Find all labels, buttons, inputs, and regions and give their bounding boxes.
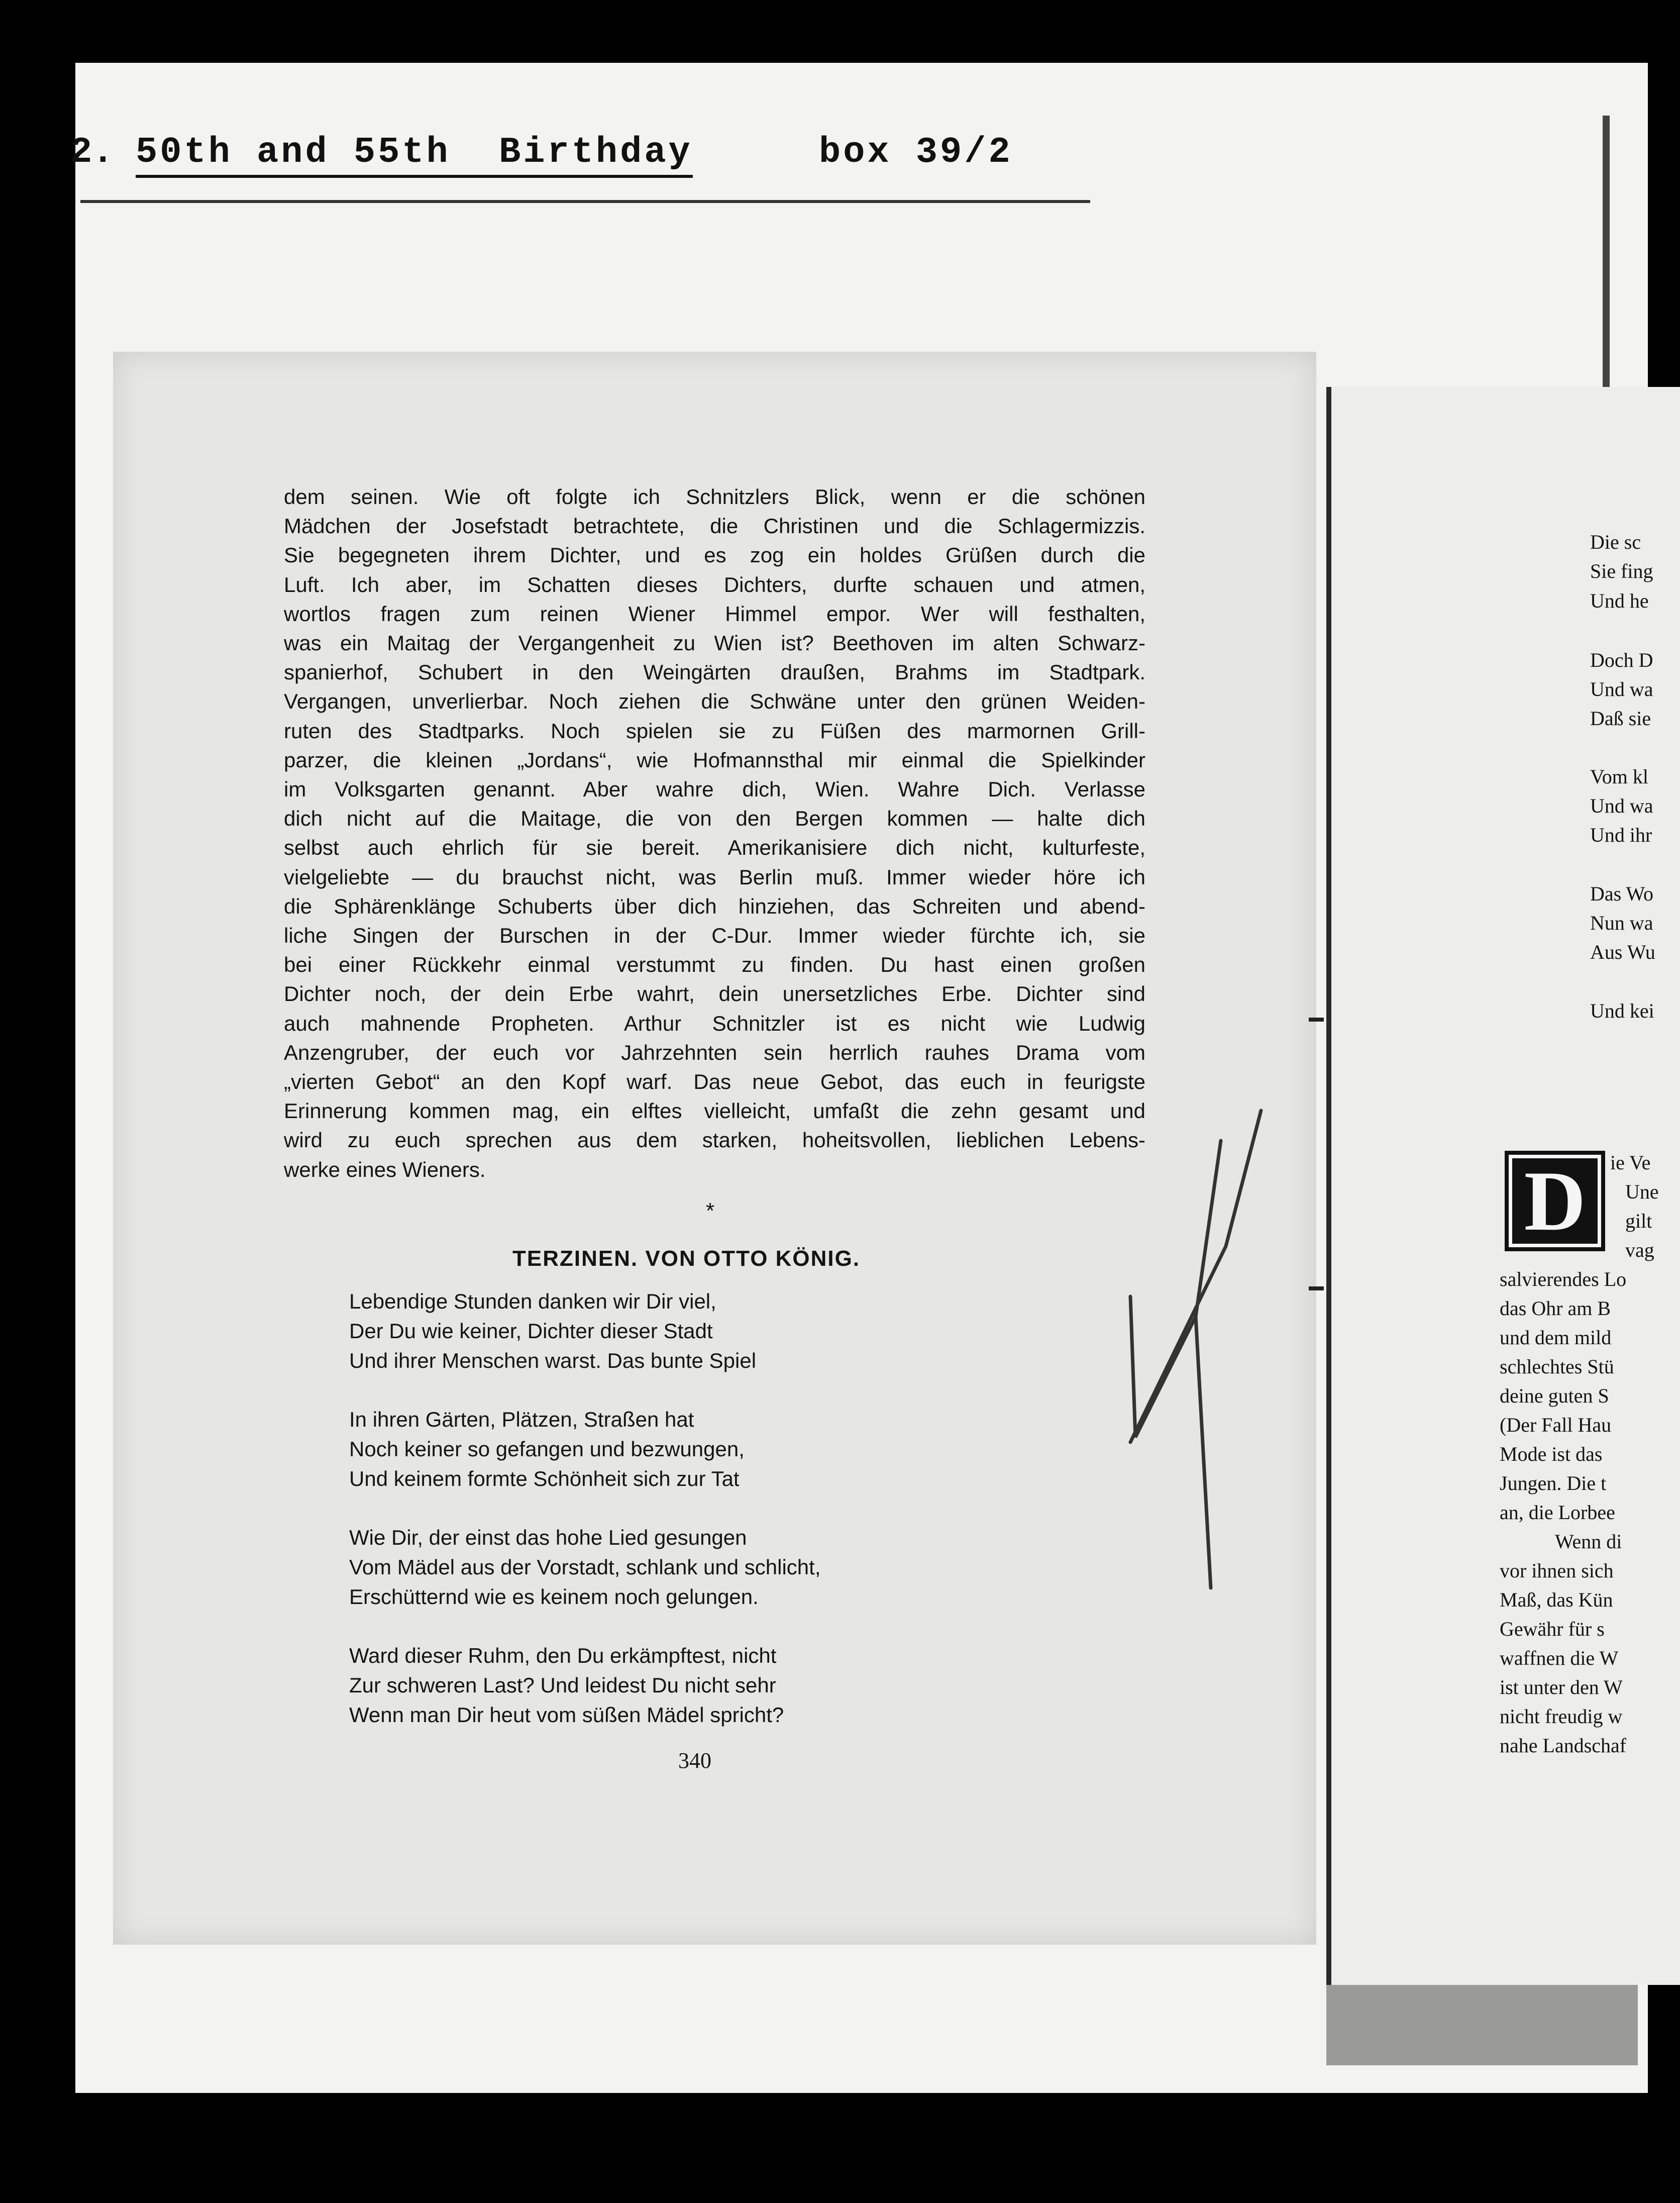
poem-line: Ward dieser Ruhm, den Du erkämpftest, nicht — [349, 1644, 777, 1667]
right-page-line: Und kei — [1590, 999, 1654, 1022]
section-separator: * — [706, 1198, 715, 1223]
poem-stanza — [349, 1286, 952, 1375]
prose-line: dich nicht auf die Maitage, die von den Bergen kommen — halte dich — [284, 807, 1145, 831]
prose-line: auch mahnende Propheten. Arthur Schnitzler ist es nicht wie Ludwig — [284, 1011, 1145, 1035]
prose-line: wird zu euch sprechen aus dem starken, hoheitsvollen, lieblichen Lebens- — [284, 1128, 1145, 1152]
header-prefix: 2. — [70, 132, 114, 173]
prose-line: ruten des Stadtparks. Noch spielen sie zu Füßen des marmornen Grill- — [284, 719, 1145, 743]
poem-stanza — [349, 1523, 952, 1612]
right-page-line: Das Wo — [1590, 882, 1654, 905]
poem-title: TERZINEN. VON OTTO KÖNIG. — [512, 1246, 861, 1271]
prose-line: Erinnerung kommen mag, ein elftes vielleicht, umfaßt die zehn gesamt und — [284, 1099, 1145, 1123]
right-page-line: Und wa — [1590, 678, 1653, 700]
prose-line: selbst auch ehrlich für sie bereit. Amerikanisiere dich nicht, kulturfeste, — [284, 836, 1145, 860]
poem-line: Noch keiner so gefangen und bezwungen, — [349, 1437, 745, 1461]
poem — [349, 1286, 952, 1759]
right-page-line: Maß, das Kün — [1500, 1588, 1613, 1611]
back-sheet-edge — [1603, 116, 1610, 387]
prose-line: dem seinen. Wie oft folgte ich Schnitzlers Blick, wenn er die schönen — [284, 485, 1145, 509]
poem-line: Wie Dir, der einst das hohe Lied gesungen — [349, 1526, 747, 1549]
right-page-line: Nun wa — [1590, 912, 1653, 934]
right-page-line: Une — [1625, 1180, 1659, 1203]
right-page-line: nahe Landschaf — [1500, 1734, 1627, 1757]
right-page-line: salvierendes Lo — [1500, 1268, 1627, 1290]
header-rule — [80, 200, 1090, 203]
poem-line: Wenn man Dir heut vom süßen Mädel spricht? — [349, 1703, 784, 1727]
right-page-line: schlechtes Stü — [1500, 1355, 1614, 1378]
poem-line: In ihren Gärten, Plätzen, Straßen hat — [349, 1408, 694, 1431]
right-page-line: vag — [1625, 1239, 1654, 1261]
poem-line: Zur schweren Last? Und leidest Du nicht sehr — [349, 1673, 776, 1697]
page-number: 340 — [678, 1748, 711, 1773]
poem-line: Und ihrer Menschen warst. Das bunte Spiel — [349, 1349, 757, 1372]
right-page-line: Sie fing — [1590, 560, 1653, 582]
prose-line: Sie begegneten ihrem Dichter, und es zog ein holdes Grüßen durch die — [284, 543, 1145, 567]
right-page-line: Und ihr — [1590, 824, 1652, 846]
right-page-line: (Der Fall Hau — [1500, 1414, 1612, 1436]
right-page-line: waffnen die W — [1500, 1647, 1619, 1669]
right-page-line: Vom kl — [1590, 765, 1648, 788]
prose-line: wortlos fragen zum reinen Wiener Himmel empor. Wer will festhalten, — [284, 602, 1145, 626]
right-page-line: Jungen. Die t — [1500, 1472, 1607, 1494]
right-page-line: Und he — [1590, 589, 1649, 612]
drop-cap-letter: D — [1512, 1158, 1598, 1244]
prose-line: die Sphärenklänge Schuberts über dich hinziehen, das Schreiten und abend- — [284, 894, 1145, 918]
prose-line: Anzengruber, der euch vor Jahrzehnten sein herrlich rauhes Drama vom — [284, 1040, 1145, 1064]
prose-line: vielgeliebte — du brauchst nicht, was Berlin muß. Immer wieder höre ich — [284, 865, 1145, 889]
prose-line: Luft. Ich aber, im Schatten dieses Dichters, durfte schauen und atmen, — [284, 572, 1145, 596]
header-title: 50th and 55th Birthday — [136, 132, 693, 178]
margin-tick — [1309, 1286, 1324, 1290]
right-page-line: Gewähr für s — [1500, 1618, 1605, 1640]
right-page-line: Daß sie — [1590, 707, 1651, 730]
prose-line: spanierhof, Schubert in den Weingärten draußen, Brahms im Stadtpark. — [284, 660, 1145, 684]
right-page-line: nicht freudig w — [1500, 1705, 1623, 1728]
poem-line: Und keinem formte Schönheit sich zur Tat — [349, 1467, 740, 1490]
right-page-line: gilt — [1625, 1210, 1652, 1232]
prose-line: Dichter noch, der dein Erbe wahrt, dein unersetzliches Erbe. Dichter sind — [284, 982, 1145, 1006]
poem-stanza — [349, 1641, 952, 1730]
header-box-label: box 39/2 — [819, 132, 1013, 173]
right-page-line: und dem mild — [1500, 1326, 1612, 1349]
right-page-line: an, die Lorbee — [1500, 1501, 1615, 1524]
prose-line: parzer, die kleinen „Jordans“, wie Hofmannsthal mir einmal die Spielkinder — [284, 748, 1145, 772]
prose-line: was ein Maitag der Vergangenheit zu Wien ist? Beethoven im alten Schwarz- — [284, 631, 1145, 655]
right-page-line: Doch D — [1590, 649, 1653, 671]
margin-tick — [1309, 1018, 1324, 1022]
poem-line: Erschütternd wie es keinem noch gelungen. — [349, 1585, 759, 1609]
article-prose — [284, 482, 1145, 1184]
right-page-line: vor ihnen sich — [1500, 1559, 1614, 1582]
prose-line: „vierten Gebot“ an den Kopf warf. Das neue Gebot, das euch in feurigste — [284, 1070, 1145, 1094]
right-page-line: ist unter den W — [1500, 1676, 1623, 1698]
right-page-line: das Ohr am B — [1500, 1297, 1611, 1320]
drop-cap — [1505, 1151, 1605, 1251]
poem-line: Der Du wie keiner, Dichter dieser Stadt — [349, 1319, 713, 1343]
bottom-sheet-edge — [1326, 1985, 1638, 2065]
pencil-mark-icon — [1120, 1055, 1271, 1608]
poem-line: Vom Mädel aus der Vorstadt, schlank und schlicht, — [349, 1555, 821, 1579]
right-page-line: Mode ist das — [1500, 1443, 1603, 1465]
prose-line: werke eines Wieners. — [284, 1157, 486, 1181]
prose-line: Mädchen der Josefstadt betrachtete, die Christinen und die Schlagermizzis. — [284, 514, 1145, 538]
right-page-line: ie Ve — [1610, 1151, 1651, 1174]
right-page-line: Wenn di — [1555, 1530, 1622, 1553]
poem-line: Lebendige Stunden danken wir Dir viel, — [349, 1289, 716, 1313]
prose-line: Vergangen, unverlierbar. Noch ziehen die Schwäne unter den grünen Weiden- — [284, 689, 1145, 714]
prose-line: im Volksgarten genannt. Aber wahre dich, Wien. Wahre Dich. Verlasse — [284, 777, 1145, 802]
poem-stanza — [349, 1405, 952, 1493]
prose-line: bei einer Rückkehr einmal verstummt zu finden. Du hast einen großen — [284, 953, 1145, 977]
prose-line: liche Singen der Burschen in der C-Dur. Immer wieder fürchte ich, sie — [284, 924, 1145, 948]
right-page-line: Die sc — [1590, 531, 1641, 553]
right-page-line: deine guten S — [1500, 1384, 1609, 1407]
right-page-line: Aus Wu — [1590, 941, 1655, 963]
right-page-line: Und wa — [1590, 794, 1653, 817]
